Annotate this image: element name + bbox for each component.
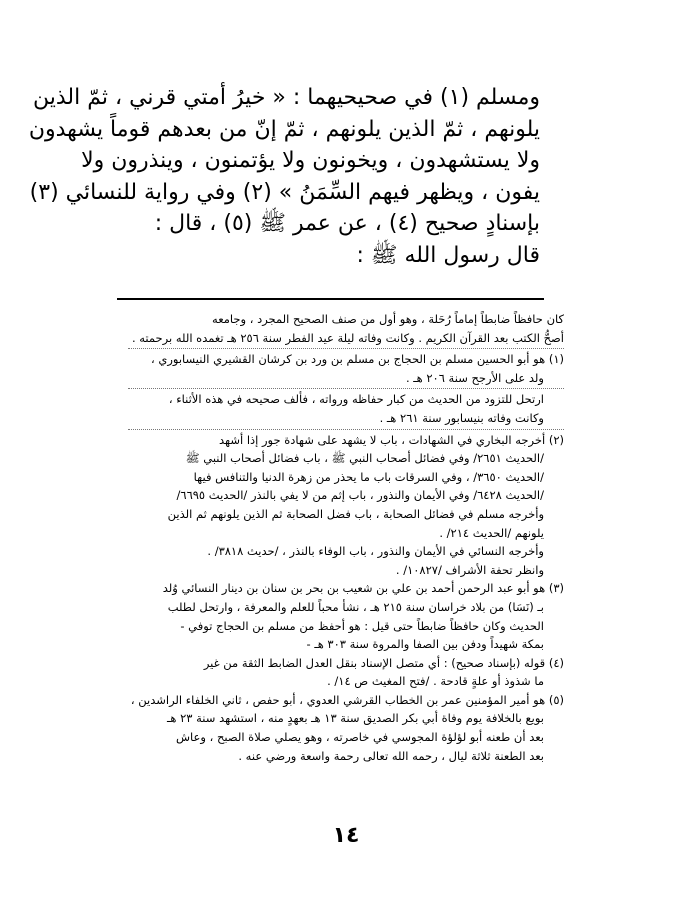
footnote-3-line: الحديث وكان حافظاً ضابطاً حتى قيل : هو أحفظ من مسلم بن الحجاج توفي - [180, 618, 544, 633]
footnote-2-line: وانظر تحفة الأشراف /١٠٨٢٧/ . [395, 562, 544, 577]
footnote-1-line: ولد على الأرجح سنة ٢٠٦ هـ . [405, 370, 544, 385]
footnote-1-line: ارتحل للتزود من الحديث من كبار حفاظه ورواته ، فألف صحيحه في هذه الأثناء ، [168, 392, 544, 407]
footnote-5-line: (٥) هو أمير المؤمنين عمر بن الخطاب القرشي العدوي ، أبو حفص ، ثاني الخلفاء الراشدين ، [130, 692, 564, 707]
footnote-2-line: /الحديث ٣٦٥٠/ ، وفي السرقات باب ما يحذر من زهرة الدنيا والتنافس فيها [193, 469, 544, 484]
footnote-separator [128, 388, 564, 389]
main-body-text [28, 82, 540, 271]
main-text-line: بإسنادٍ صحيح (٤) ، عن عمر ﷺ (٥) ، قال : [154, 211, 540, 236]
main-text-line: يلونهم ، ثمّ الذين يلونهم ، ثمّ إنّ من بعدهم قوماً يشهدون [28, 116, 540, 142]
footnote-2-line: (٢) أخرجه البخاري في الشهادات ، باب لا يشهد على شهادة جور إذا أشهد [219, 432, 564, 447]
footnote-separator [128, 429, 564, 430]
footnote-line: كان حافظاً ضابطاً إماماً رُحَلة ، وهو أول من صنف الصحيح المجرد ، وجامعه [212, 312, 564, 326]
footnote-2-line: /الحديث ٦٤٢٨/ وفي الأيمان والنذور ، باب إثم من لا يفي بالنذر /الحديث ٦٦٩٥/ [176, 488, 544, 503]
footnote-separator [128, 348, 564, 349]
footnote-2-line: وأخرجه النسائي في الأيمان والنذور ، باب الوفاء بالنذر ، /حديث ٣٨١٨/ . [207, 544, 544, 559]
footnote-3-line: بمكة شهيداً ودفن بين الصفا والمروة سنة ٣٠٣ هـ - [306, 637, 544, 652]
footnote-2-line: وأخرجه مسلم في فضائل الصحابة ، باب فضل الصحابة ثم الذين يلونهم ثم الذين [167, 506, 544, 521]
footnote-1-line: وكانت وفاته بنيسابور سنة ٢٦١ هـ . [379, 410, 544, 425]
main-text-line: قال رسول الله ﷺ : [356, 242, 540, 268]
main-text-line: ومسلم (١) في صحيحيهما : « خيرُ أمتي قرني ، ثمّ الذين [32, 85, 540, 110]
footnote-5-line: بعد الطعنة ثلاثة ليال ، رحمه الله تعالى رحمة واسعة ورضي عنه . [238, 748, 544, 763]
footnotes-block [128, 310, 564, 765]
footnote-4-line: (٤) قوله (بإسناد صحيح) : أي متصل الإسناد بنقل العدل الضابط الثقة من غير [203, 655, 564, 670]
footnote-2-line: يلونهم /الحديث ٢١٤/ . [439, 525, 544, 540]
footnote-divider [117, 298, 544, 300]
footnote-4-line: ما شذوذ أو علةٍ قادحة . /فتح المغيث ص ١٤/ . [327, 674, 544, 689]
page-number: ١٤ [332, 823, 360, 848]
footnote-3-line: (٣) هو أبو عبد الرحمن أحمد بن علي بن شعيب بن بحر بن سنان بن دينار النسائي وُلد [162, 581, 564, 596]
footnote-1-line: (١) هو أبو الحسين مسلم بن الحجاج بن مسلم بن ورد بن كرشان القشيري النيسابوري ، [150, 352, 564, 367]
main-text-line: يفون ، ويظهر فيهم السِّمَنُ » (٢) وفي رواية للنسائي (٣) [29, 179, 540, 205]
footnote-5-line: بويع بالخلافة يوم وفاة أبي بكر الصديق سنة ١٣ هـ بعهدٍ منه ، استشهد سنة ٢٣ هـ [167, 711, 544, 726]
footnote-2-line: /الحديث ٢٦٥١/ وفي فضائل أصحاب النبي ﷺ ، باب فضائل أصحاب النبي ﷺ [185, 451, 544, 466]
main-text-line: ولا يستشهدون ، ويخونون ولا يؤتمنون ، وينذرون ولا [81, 148, 540, 173]
footnote-3-line: بـ (نَسَا) من بلاد خراسان سنة ٢١٥ هـ ، نشأ محباً للعلم والمعرفة ، وارتحل لطلب [167, 599, 544, 614]
footnote-5-line: بعد أن طعنه أبو لؤلؤة المجوسي في خاصرته ، وهو يصلي صلاة الصبح ، وعاش [175, 730, 544, 745]
footnote-line: أصحُّ الكتب بعد القرآن الكريم . وكانت وفاته ليلة عيد الفطر سنة ٢٥٦ هـ تغمده الله برحمته . [131, 330, 564, 345]
